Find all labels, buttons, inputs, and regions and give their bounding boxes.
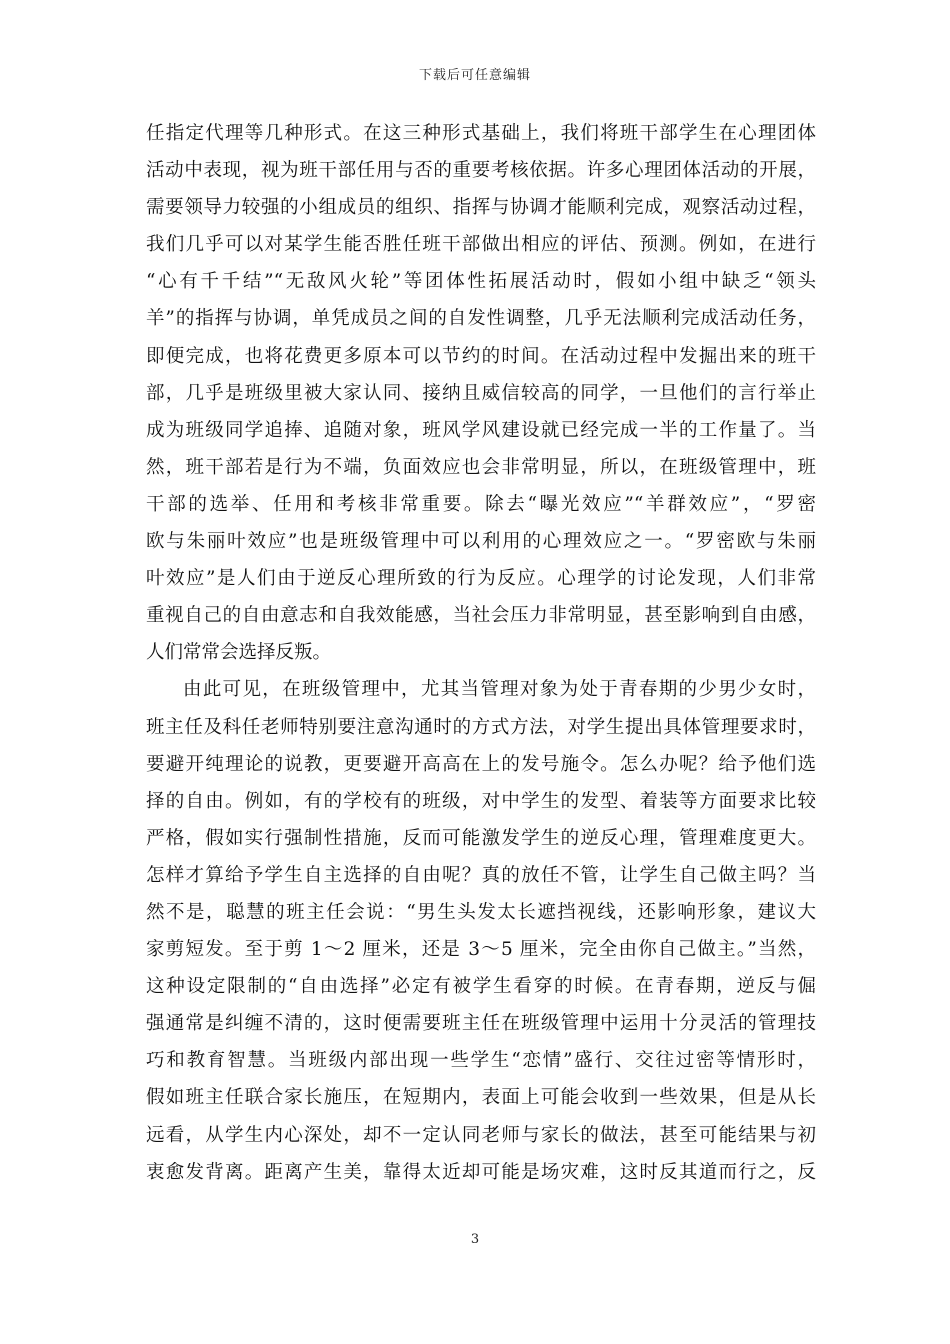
text-line: 强通常是纠缠不清的，这时便需要班主任在班级管理中运用十分灵活的管理技: [146, 1013, 816, 1035]
text-line: 班主任及科任老师特别要注意沟通时的方式方法，对学生提出具体管理要求时，: [146, 716, 816, 738]
text-line: 需要领导力较强的小组成员的组织、指挥与协调才能顺利完成，观察活动过程，: [146, 197, 816, 219]
text-line: 人们常常会选择反叛。: [146, 642, 332, 664]
text-line: 由此可见，在班级管理中，尤其当管理对象为处于青春期的少男少女时，: [183, 679, 816, 701]
text-line: 怎样才算给予学生自主选择的自由呢？真的放任不管，让学生自己做主吗？当: [146, 864, 816, 886]
text-line: 我们几乎可以对某学生能否胜任班干部做出相应的评估、预测。例如，在进行: [146, 234, 816, 256]
text-line: 远看，从学生内心深处，却不一定认同老师与家长的做法，甚至可能结果与初: [146, 1124, 816, 1146]
text-line: 要避开纯理论的说教，更要避开高高在上的发号施令。怎么办呢？给予他们选: [146, 753, 816, 775]
text-line: 严格，假如实行强制性措施，反而可能激发学生的逆反心理，管理难度更大。: [146, 827, 816, 849]
body-text: [146, 115, 816, 1191]
text-line: “心有千千结”“无敌风火轮”等团体性拓展活动时，假如小组中缺乏“领头: [146, 271, 816, 293]
text-line: 择的自由。例如，有的学校有的班级，对中学生的发型、着装等方面要求比较: [146, 790, 816, 812]
text-line: 任指定代理等几种形式。在这三种形式基础上，我们将班干部学生在心理团体: [146, 123, 816, 144]
text-line: 家剪短发。至于剪 1～2 厘米，还是 3～5 厘米，完全由你自己做主。”当然，: [146, 939, 816, 961]
text-line: 重视自己的自由意志和自我效能感，当社会压力非常明显，甚至影响到自由感，: [146, 605, 816, 627]
text-line: 这种设定限制的“自由选择”必定有被学生看穿的时候。在青春期，逆反与倔: [146, 976, 816, 998]
text-line: 巧和教育智慧。当班级内部出现一些学生“恋情”盛行、交往过密等情形时，: [146, 1050, 816, 1072]
text-line: 欧与朱丽叶效应”也是班级管理中可以利用的心理效应之一。“罗密欧与朱丽: [146, 531, 816, 553]
page-number: 3: [470, 1232, 480, 1247]
page-header: 下载后可任意编辑: [418, 68, 531, 83]
text-line: 衷愈发背离。距离产生美，靠得太近却可能是场灾难，这时反其道而行之，反: [146, 1161, 816, 1183]
text-line: 部，几乎是班级里被大家认同、接纳且威信较高的同学，一旦他们的言行举止: [146, 382, 816, 404]
text-line: 干部的选举、任用和考核非常重要。除去“曝光效应”“羊群效应”，“罗密: [146, 493, 816, 515]
text-line: 羊”的指挥与协调，单凭成员之间的自发性调整，几乎无法顺利完成活动任务，: [146, 308, 816, 330]
text-line: 然不是，聪慧的班主任会说：“男生头发太长遮挡视线，还影响形象，建议大: [146, 901, 816, 923]
text-line: 假如班主任联合家长施压，在短期内，表面上可能会收到一些效果，但是从长: [146, 1087, 816, 1109]
text-line: 成为班级同学追捧、追随对象，班风学风建设就已经完成一半的工作量了。当: [146, 419, 816, 441]
text-line: 然，班干部若是行为不端，负面效应也会非常明显，所以，在班级管理中，班: [146, 456, 816, 478]
text-line: 即便完成，也将花费更多原本可以节约的时间。在活动过程中发掘出来的班干: [146, 345, 816, 367]
text-line: 叶效应”是人们由于逆反心理所致的行为反应。心理学的讨论发现，人们非常: [146, 568, 816, 590]
text-line: 活动中表现，视为班干部任用与否的重要考核依据。许多心理团体活动的开展，: [146, 160, 816, 182]
